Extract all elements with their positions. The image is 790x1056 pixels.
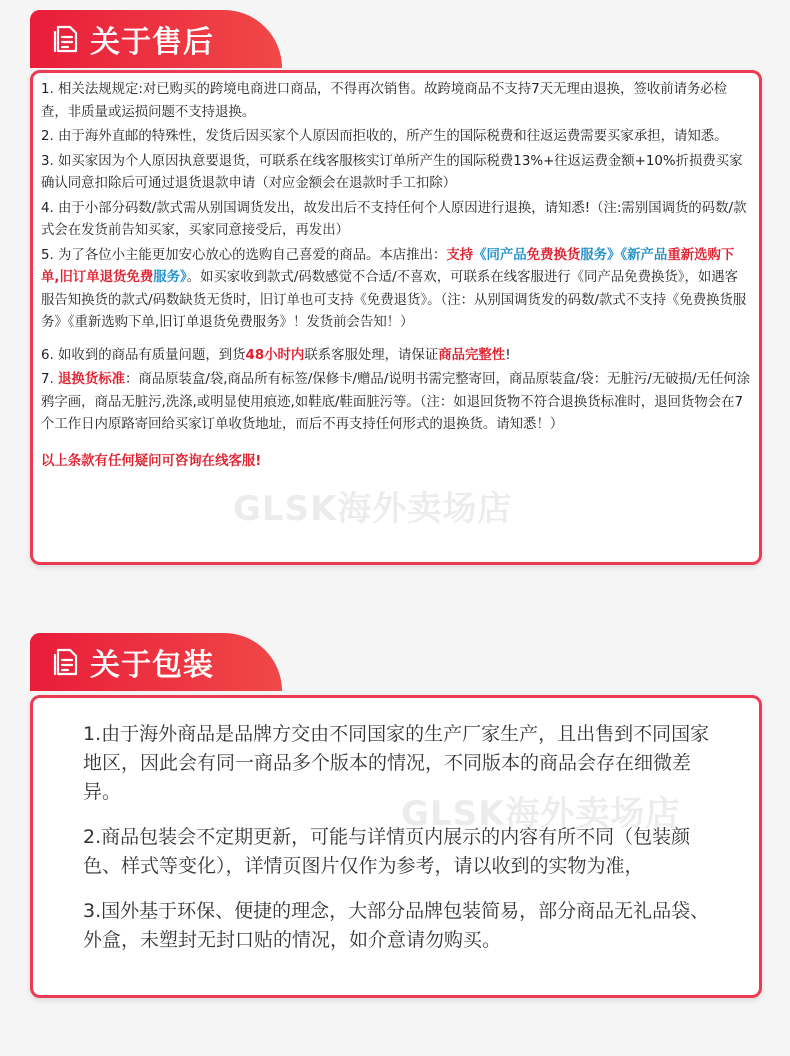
document-icon [52, 24, 80, 54]
item-7-text-a: 7. [41, 372, 59, 387]
after-sale-item-4: 4. 由于小部分码数/款式需从别国调货发出，故发出后不支持任何个人原因进行退换，请知悉!（注:需别国调货的码数/款式会在发货前告知买家，买家同意接受后，再发出） [41, 200, 747, 238]
item-5-service-b: 服务》 [153, 270, 187, 285]
item-7-text-b: ：商品原装盒/袋,商品所有标签/保修卡/赠品/说明书需完整寄回，商品原装盒/袋：无脏污/无破损/无任何涂鸦字画，商品无脏污,洗涤,或明显使用痕迹,如鞋底/鞋面脏污等。（注：如退回货物不符合退换货标准时，退回货物会在7个工作日内原路寄回给买家订单收货地址，而后不再支持任何形式的退换货。请知悉！） [41, 372, 751, 432]
after-sale-item-1: 1. 相关法规规定:对已购买的跨境电商进口商品，不得再次销售。故跨境商品不支持7天无理由退换，签收前请务必检查，非质量或运损问题不支持退换。 [41, 82, 728, 120]
item-6-text-c: ! [505, 347, 511, 363]
item-5-service-a: 服务》 [580, 247, 621, 263]
after-sale-item-7 [41, 369, 751, 437]
packaging-tab [30, 633, 282, 691]
item-6-text-a: 6. 如收到的商品有质量问题，到货 [41, 347, 246, 363]
watermark: GLSK海外卖场店 [401, 794, 681, 834]
watermark: GLSK海外卖场店 [233, 489, 513, 529]
packaging-item-2: 2.商品包装会不定期更新，可能与详情页内展示的内容有所不同（包装颜色、样式等变化），详情页图片仅作为参考，请以收到的实物为准， [83, 826, 691, 877]
item-6-integrity: 商品完整性 [438, 347, 506, 363]
item-5-text-a: 5. 为了各位小主能更加安心放心的选购自己喜爱的商品。本店推出： [41, 247, 447, 263]
packaging-item-3: 3.国外基于环保、便捷的理念，大部分品牌包装简易，部分商品无礼品袋、外盒，未塑封无封口贴的情况，如介意请勿购买。 [83, 900, 710, 951]
item-5-support: 支持 [446, 247, 474, 263]
item-7-standard: 退换货标准 [58, 372, 125, 387]
after-sale-footer: 以上条款有任何疑问可咨询在线客服! [41, 453, 262, 469]
packaging-item-1: 1.由于海外商品是品牌方交由不同国家的生产厂家生产，且出售到不同国家地区，因此会有同一商品多个版本的情况，不同版本的商品会存在细微差异。 [83, 723, 710, 803]
after-sale-item-2: 2. 由于海外直邮的特殊性，发货后因买家个人原因而拒收的，所产生的国际税费和往返运费需要买家承担，请知悉。 [41, 129, 728, 144]
item-6-text-b: 联系客服处理，请保证 [304, 347, 439, 363]
item-5-new-product: 《新产品 [620, 247, 668, 263]
after-sale-panel [30, 70, 762, 565]
item-5-text-b: 。如买家收到款式/码数感觉不合适/不喜欢，可联系在线客服进行《同产品免费换货》，如遇客服告知换货的款式/码数缺货无货时，旧订单也可支持《免费退货》。（注：从别国调货发的码数/款式不支持《免费换货服务》《重新选购下单,旧订单退货免费服务》！发货前会告知！） [41, 270, 747, 330]
item-5-same-product: 《同产品 [473, 247, 527, 263]
after-sale-content [33, 73, 759, 473]
after-sale-title: 关于售后 [90, 25, 214, 60]
item-6-48h: 48小时内 [245, 347, 305, 363]
item-5-free-exchange: 免费换货 [526, 247, 581, 263]
after-sale-section [30, 10, 762, 570]
packaging-panel [30, 695, 762, 998]
after-sale-item-5 [41, 245, 751, 335]
packaging-content [33, 698, 759, 955]
after-sale-item-6 [41, 345, 751, 368]
item-5-free-return: ,旧订单退货免费 [54, 270, 154, 285]
after-sale-tab [30, 10, 282, 68]
document-icon [52, 647, 80, 677]
packaging-section [30, 633, 762, 1005]
item-5-reorder: 重新选购下单 [41, 247, 735, 285]
after-sale-item-3: 3. 如买家因为个人原因执意要退货，可联系在线客服核实订单所产生的国际税费13%+往返运费金额+10%折损费买家确认同意扣除后可通过退货退款申请（对应金额会在退款时手工扣除） [41, 153, 743, 191]
packaging-title: 关于包装 [90, 648, 214, 683]
